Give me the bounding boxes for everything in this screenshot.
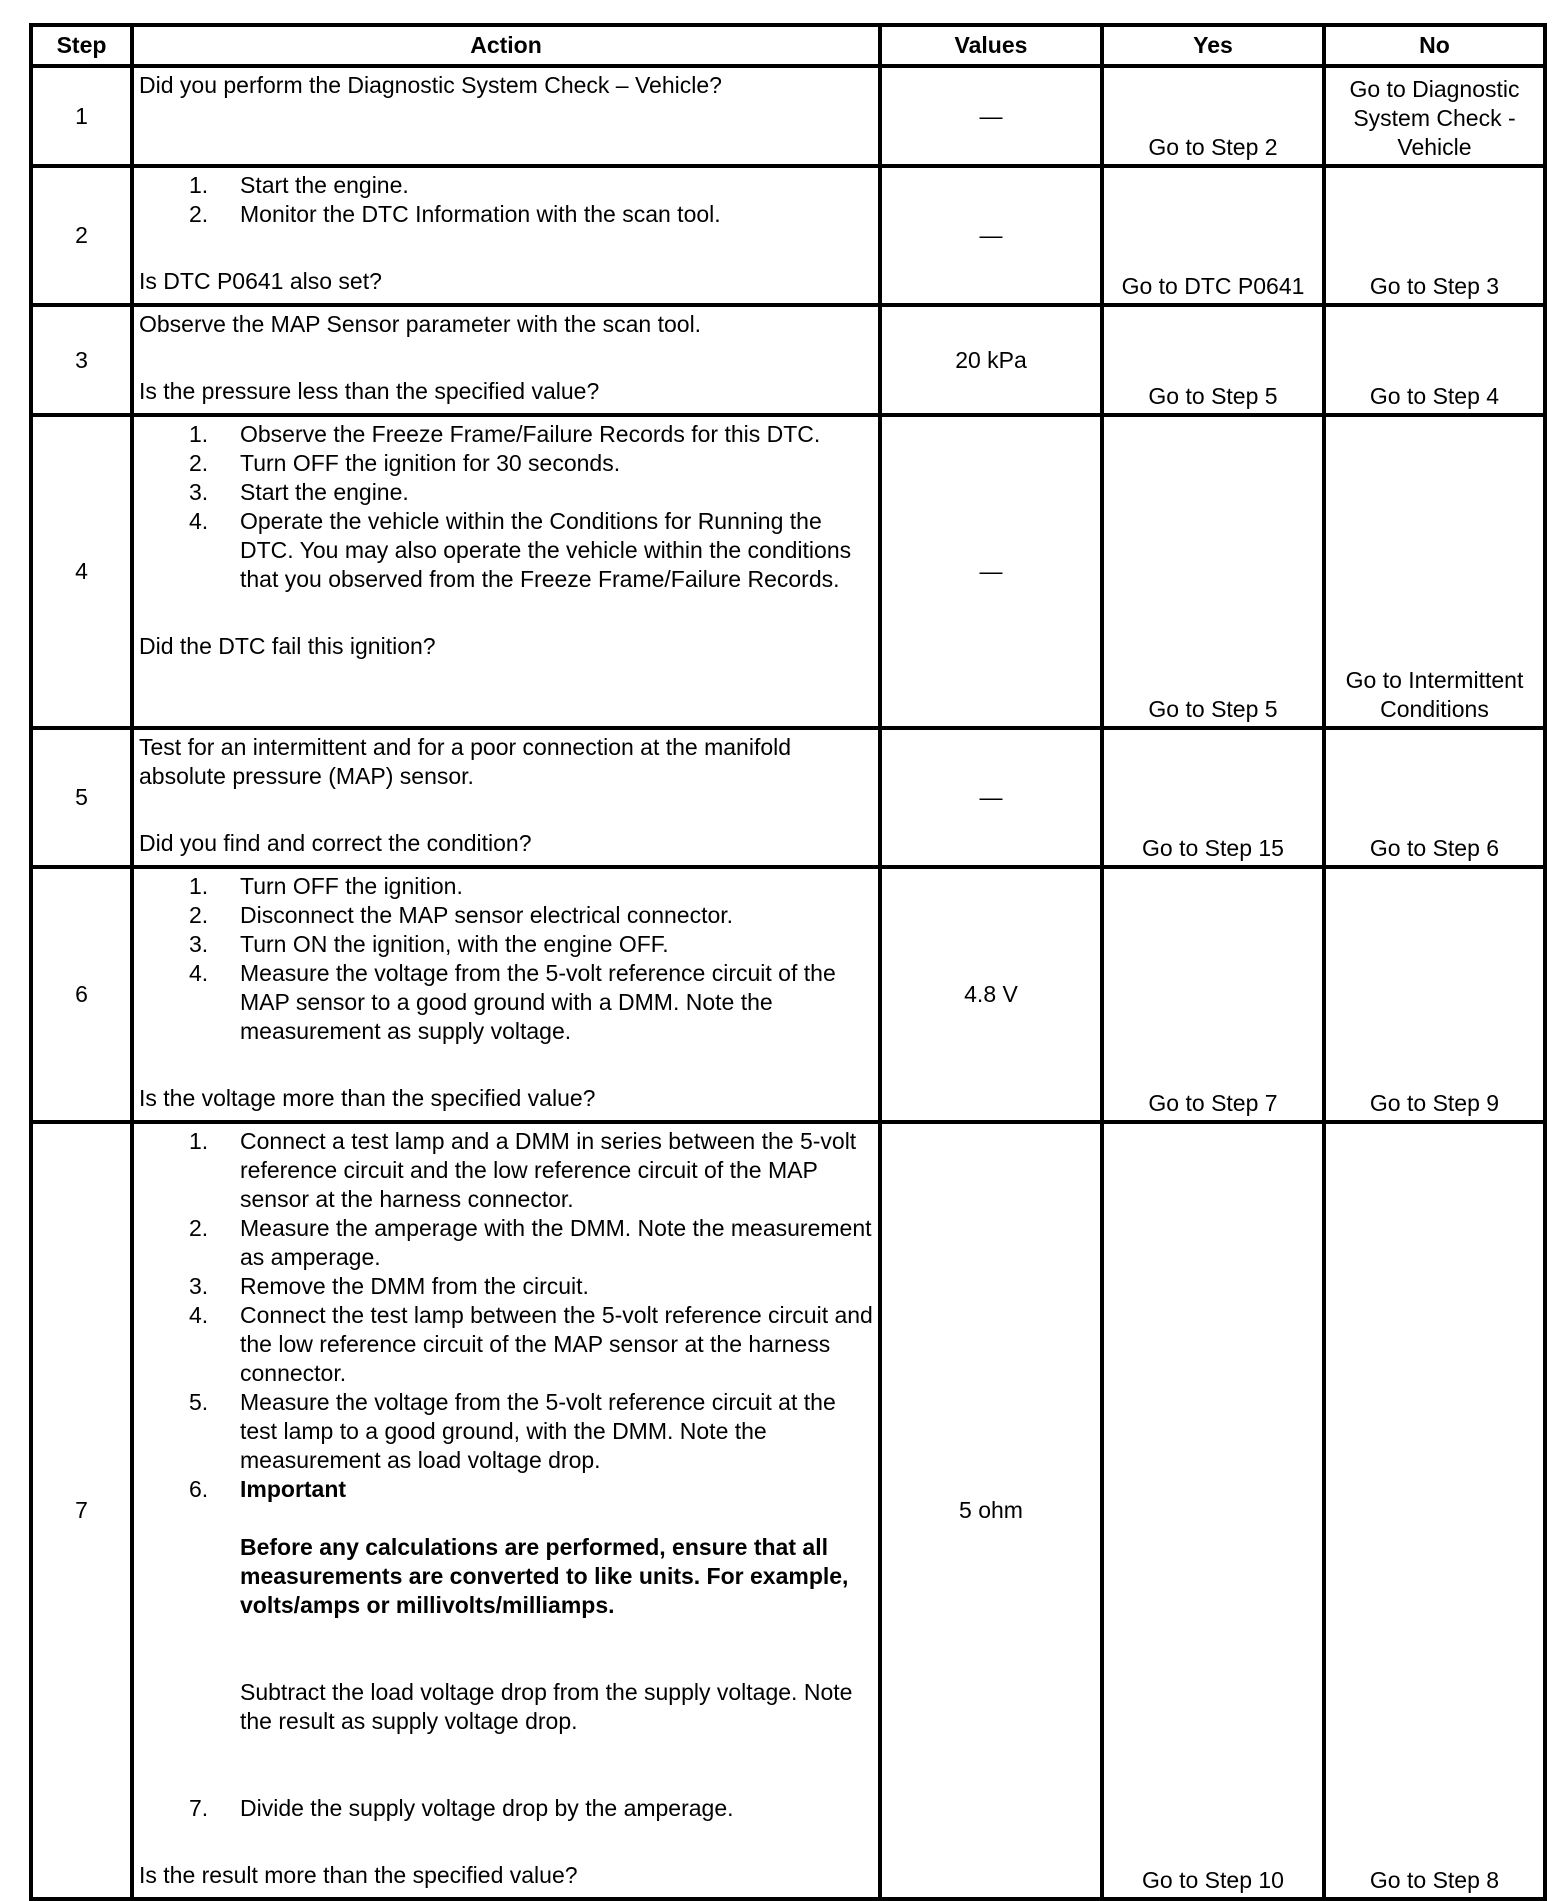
- step-number: 6: [31, 867, 132, 1122]
- no-link[interactable]: Go to Step 6: [1369, 835, 1500, 861]
- list-item: 2. Monitor the DTC Information with the scan tool.: [189, 201, 721, 227]
- action-list: [139, 420, 874, 594]
- action-text: Observe the MAP Sensor parameter with the scan tool.: [139, 311, 702, 337]
- table-row: [31, 415, 1545, 728]
- list-item: 6. Important Before any calculations are performed, ensure that all measurements are converted to like units. For example, volts/amps or millivolts/milliamps. Subtract the load voltage drop from the supply voltage. Note the result as supply voltage drop.: [139, 1475, 874, 1794]
- yes-link[interactable]: Go to Step 5: [1148, 383, 1278, 409]
- no-cell: [1324, 1122, 1545, 1899]
- action-list: [139, 1127, 874, 1823]
- action-question: Is DTC P0641 also set?: [139, 268, 382, 294]
- no-link[interactable]: Go to Intermittent Conditions: [1345, 667, 1524, 722]
- no-cell: [1324, 305, 1545, 415]
- list-item: 1. Turn OFF the ignition.: [189, 873, 463, 899]
- action-cell: [132, 305, 880, 415]
- value-cell: —: [880, 415, 1102, 728]
- list-item: 2. Measure the amperage with the DMM. Note the measurement as amperage.: [189, 1215, 872, 1270]
- yes-link[interactable]: Go to Step 7: [1148, 1090, 1278, 1116]
- no-cell: [1324, 728, 1545, 867]
- action-question: Did you find and correct the condition?: [139, 830, 532, 856]
- header-step: Step: [31, 25, 132, 66]
- action-cell: [132, 415, 880, 728]
- header-row: [31, 25, 1545, 66]
- table-row: [31, 305, 1545, 415]
- action-list: [139, 872, 874, 1046]
- action-cell: [132, 166, 880, 305]
- no-link[interactable]: Go to Step 9: [1369, 1090, 1500, 1116]
- step-number: 1: [31, 66, 132, 166]
- list-item: 3. Remove the DMM from the circuit.: [189, 1273, 589, 1299]
- list-item: 7. Divide the supply voltage drop by the amperage.: [189, 1795, 734, 1821]
- list-item: 4. Connect the test lamp between the 5-volt reference circuit and the low reference circuit of the MAP sensor at the harness connector.: [189, 1302, 873, 1386]
- value-cell: 4.8 V: [880, 867, 1102, 1122]
- table-row: [31, 66, 1545, 166]
- header-values: Values: [880, 25, 1102, 66]
- action-cell: [132, 1122, 880, 1899]
- header-action: Action: [132, 25, 880, 66]
- value-cell: 5 ohm: [880, 1122, 1102, 1899]
- table-row: [31, 867, 1545, 1122]
- yes-link[interactable]: Go to Step 5: [1148, 696, 1278, 722]
- action-question: Did the DTC fail this ignition?: [139, 633, 436, 659]
- no-link[interactable]: Go to Step 8: [1369, 1867, 1500, 1893]
- list-item: 2. Disconnect the MAP sensor electrical connector.: [189, 902, 734, 928]
- list-item: 3. Turn ON the ignition, with the engine OFF.: [189, 931, 669, 957]
- action-text: Test for an intermittent and for a poor connection at the manifold absolute pressure (MAP) sensor.: [139, 734, 792, 789]
- yes-cell: [1102, 415, 1324, 728]
- yes-cell: [1102, 728, 1324, 867]
- value-cell: 20 kPa: [880, 305, 1102, 415]
- important-note: Before any calculations are performed, ensure that all measurements are converted to like units. For example, volts/amps or millivolts/milliamps.: [240, 1534, 849, 1618]
- step-number: 5: [31, 728, 132, 867]
- table-row: [31, 1122, 1545, 1899]
- list-item: 1. Observe the Freeze Frame/Failure Records for this DTC.: [189, 421, 821, 447]
- action-question: Is the voltage more than the specified value?: [139, 1085, 596, 1111]
- no-link[interactable]: Go to Step 4: [1369, 383, 1500, 409]
- sub-instruction: Subtract the load voltage drop from the supply voltage. Note the result as supply voltage drop.: [240, 1679, 853, 1734]
- list-item: 2. Turn OFF the ignition for 30 seconds.: [189, 450, 621, 476]
- yes-link[interactable]: Go to Step 2: [1148, 134, 1278, 160]
- important-label: Important: [240, 1476, 347, 1502]
- list-item: 4. Operate the vehicle within the Conditions for Running the DTC. You may also operate the vehicle within the conditions that you observed from the Freeze Frame/Failure Records.: [189, 508, 852, 592]
- action-list: [139, 171, 874, 229]
- yes-cell: [1102, 1122, 1324, 1899]
- no-link[interactable]: Go to Diagnostic System Check - Vehicle: [1349, 76, 1520, 160]
- no-link[interactable]: Go to Step 3: [1369, 273, 1500, 299]
- list-item: 1. Start the engine.: [189, 172, 409, 198]
- list-item: 5. Measure the voltage from the 5-volt reference circuit at the test lamp to a good ground, with the DMM. Note the measurement as load voltage drop.: [189, 1389, 836, 1473]
- table-row: [31, 166, 1545, 305]
- yes-link[interactable]: Go to DTC P0641: [1121, 273, 1305, 299]
- diagnostic-table: [29, 23, 1547, 1901]
- no-cell: [1324, 66, 1545, 166]
- header-no: No: [1324, 25, 1545, 66]
- value-cell: —: [880, 728, 1102, 867]
- step-number: 3: [31, 305, 132, 415]
- yes-link[interactable]: Go to Step 15: [1142, 835, 1284, 861]
- yes-cell: [1102, 166, 1324, 305]
- action-cell: [132, 867, 880, 1122]
- list-item: 3. Start the engine.: [189, 479, 409, 505]
- value-cell: —: [880, 166, 1102, 305]
- step-number: 7: [31, 1122, 132, 1899]
- action-question: Is the result more than the specified value?: [139, 1862, 578, 1888]
- yes-cell: [1102, 305, 1324, 415]
- yes-link[interactable]: Go to Step 10: [1142, 1867, 1284, 1893]
- action-question: Is the pressure less than the specified value?: [139, 378, 600, 404]
- table-row: [31, 728, 1545, 867]
- no-cell: [1324, 867, 1545, 1122]
- header-yes: Yes: [1102, 25, 1324, 66]
- action-cell: [132, 728, 880, 867]
- list-item: 1. Connect a test lamp and a DMM in series between the 5-volt reference circuit and the low reference circuit of the MAP sensor at the harness connector.: [189, 1128, 857, 1212]
- action-text: Did you perform the Diagnostic System Check – Vehicle?: [139, 72, 722, 98]
- value-cell: —: [880, 66, 1102, 166]
- action-cell: [132, 66, 880, 166]
- step-number: 2: [31, 166, 132, 305]
- no-cell: [1324, 415, 1545, 728]
- step-number: 4: [31, 415, 132, 728]
- no-cell: [1324, 166, 1545, 305]
- yes-cell: [1102, 867, 1324, 1122]
- list-item: 4. Measure the voltage from the 5-volt reference circuit of the MAP sensor to a good ground with a DMM. Note the measurement as supply voltage.: [189, 960, 836, 1044]
- yes-cell: [1102, 66, 1324, 166]
